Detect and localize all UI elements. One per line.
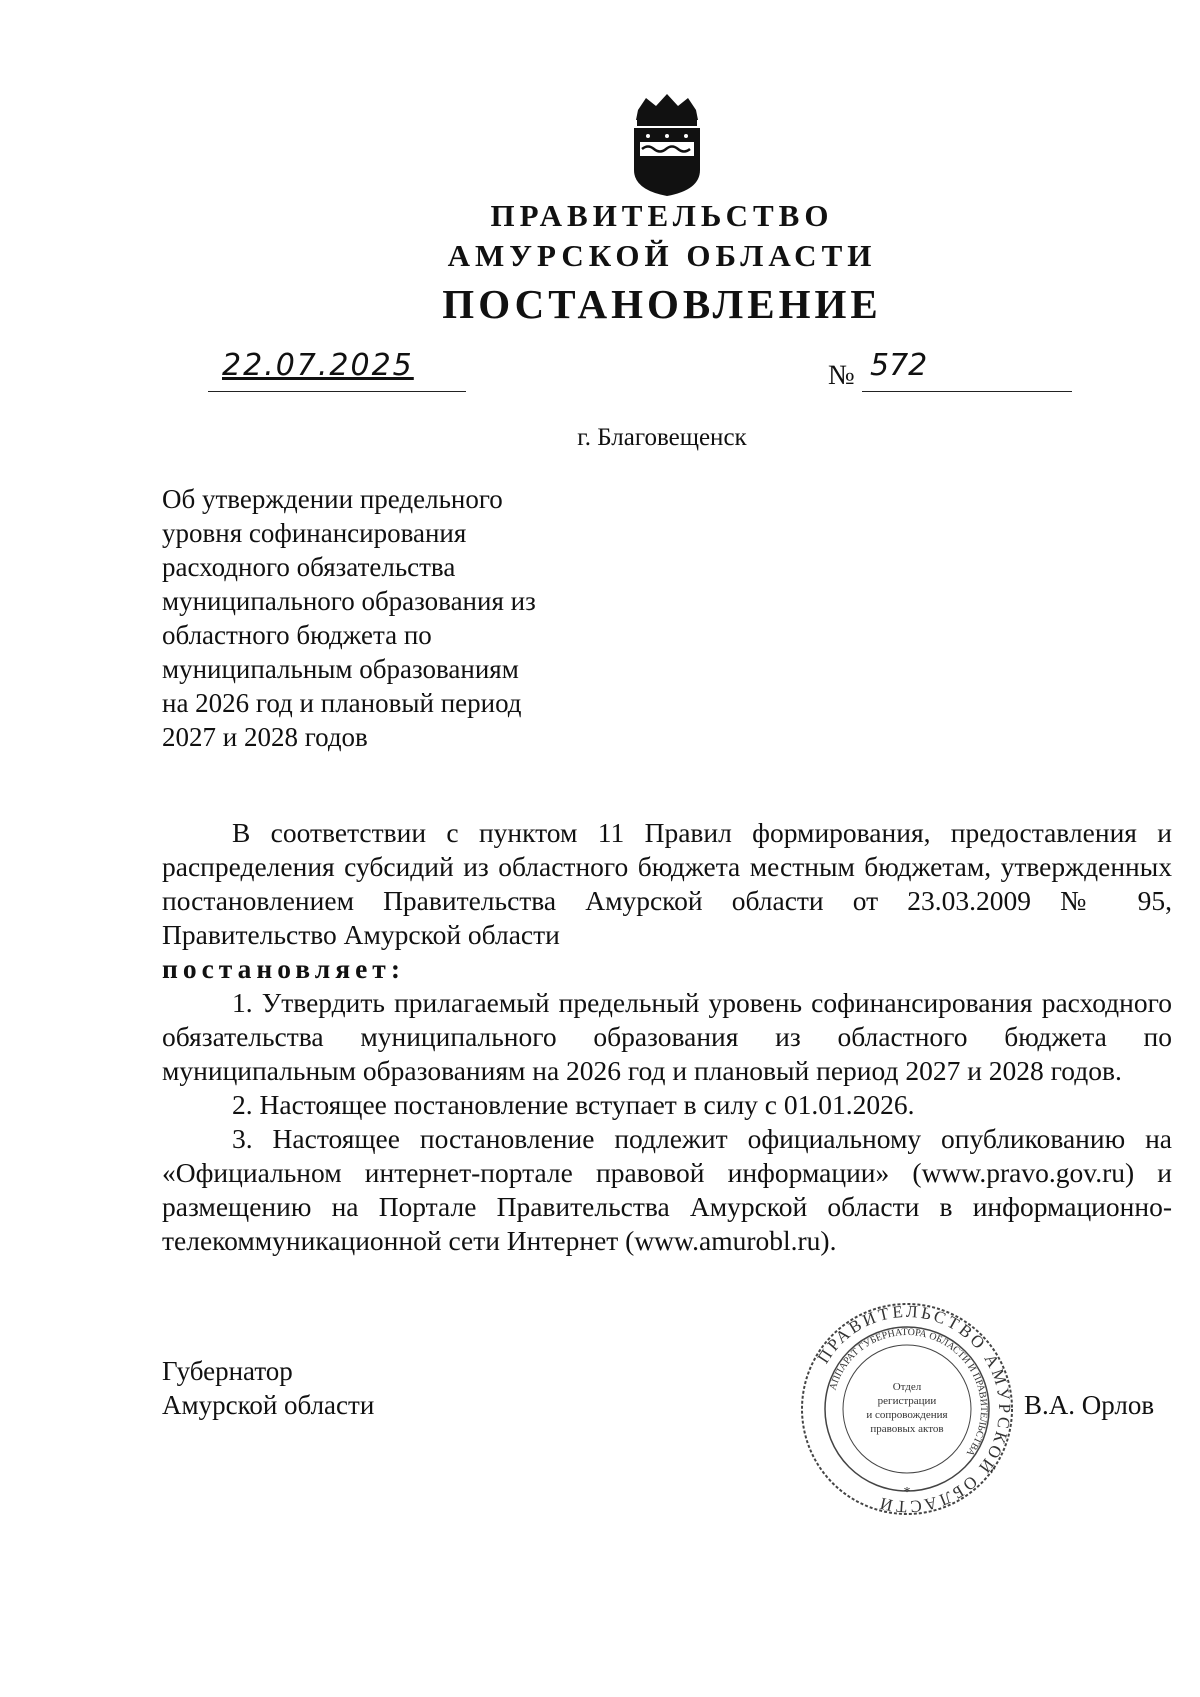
org-line-2: АМУРСКОЙ ОБЛАСТИ bbox=[447, 238, 877, 273]
number-underline bbox=[862, 391, 1072, 392]
document-subject bbox=[162, 482, 592, 754]
subject-line: на 2026 год и плановый период bbox=[162, 688, 522, 718]
subject-line: муниципального образования из bbox=[162, 586, 536, 616]
subject-line: Об утверждении предельного bbox=[162, 484, 503, 514]
item-1: 1. Утвердить прилагаемый предельный уровень софинансирования расходного обязательства муниципального образования из областного бюджета по муниципальным образованиям на 2026 год и плановый период 2027 и 2028 годов. bbox=[162, 987, 1172, 1086]
official-seal-icon bbox=[798, 1300, 1016, 1518]
signatory-name: В.А. Орлов bbox=[1024, 1390, 1155, 1420]
document-date: 22.07.2025 bbox=[222, 348, 414, 383]
preamble: В соответствии с пунктом 11 Правил формирования, предоставления и распределения субсидий из областного бюджета местным бюджетам, утвержденных постановлением Правительства Амурской области от 23.03.2009 № 95, Правительство Амурской области bbox=[162, 817, 1172, 950]
seal-center-line: регистрации bbox=[877, 1395, 937, 1407]
subject-line: уровня софинансирования bbox=[162, 518, 467, 548]
signatory-title bbox=[162, 1354, 374, 1422]
subject-line: 2027 и 2028 годов bbox=[162, 722, 368, 752]
subject-line: областного бюджета по bbox=[162, 620, 432, 650]
document-type: ПОСТАНОВЛЕНИЕ bbox=[442, 281, 882, 327]
signatory-title-line-2: Амурской области bbox=[162, 1390, 375, 1420]
document-number: 572 bbox=[870, 348, 928, 383]
resolves-word: постановляет: bbox=[162, 953, 405, 984]
coat-of-arms-icon bbox=[628, 92, 706, 198]
signatory-title-line-1: Губернатор bbox=[162, 1356, 293, 1386]
org-line-1: ПРАВИТЕЛЬСТВО bbox=[490, 198, 834, 233]
item-2: 2. Настоящее постановление вступает в силу с 01.01.2026. bbox=[232, 1089, 915, 1120]
date-underline bbox=[208, 391, 466, 392]
subject-line: расходного обязательства bbox=[162, 552, 456, 582]
seal-star-icon: * bbox=[903, 1485, 911, 1500]
document-body bbox=[162, 816, 1172, 1258]
item-3: 3. Настоящее постановление подлежит официальному опубликованию на «Официальном интернет-портале правовой информации» (www.pravo.gov.ru) и размещению на Портале Правительства Амурской области в информационно-телекоммуникационной сети Интернет (www.amurobl.ru). bbox=[162, 1123, 1172, 1256]
city: г. Благовещенск bbox=[577, 424, 747, 451]
seal-inner-text: АППАРАТ ГУБЕРНАТОРА ОБЛАСТИ И ПРАВИТЕЛЬСТВА bbox=[827, 1326, 990, 1458]
seal-center-line: Отдел bbox=[892, 1381, 922, 1393]
seal-outer-text: ПРАВИТЕЛЬСТВО АМУРСКОЙ ОБЛАСТИ bbox=[813, 1301, 1015, 1517]
number-label: № bbox=[828, 360, 855, 391]
seal-center-line: правовых актов bbox=[870, 1423, 944, 1435]
organization-name bbox=[0, 196, 1200, 276]
seal-center-line: и сопровождения bbox=[866, 1409, 948, 1421]
subject-line: муниципальным образованиям bbox=[162, 654, 519, 684]
